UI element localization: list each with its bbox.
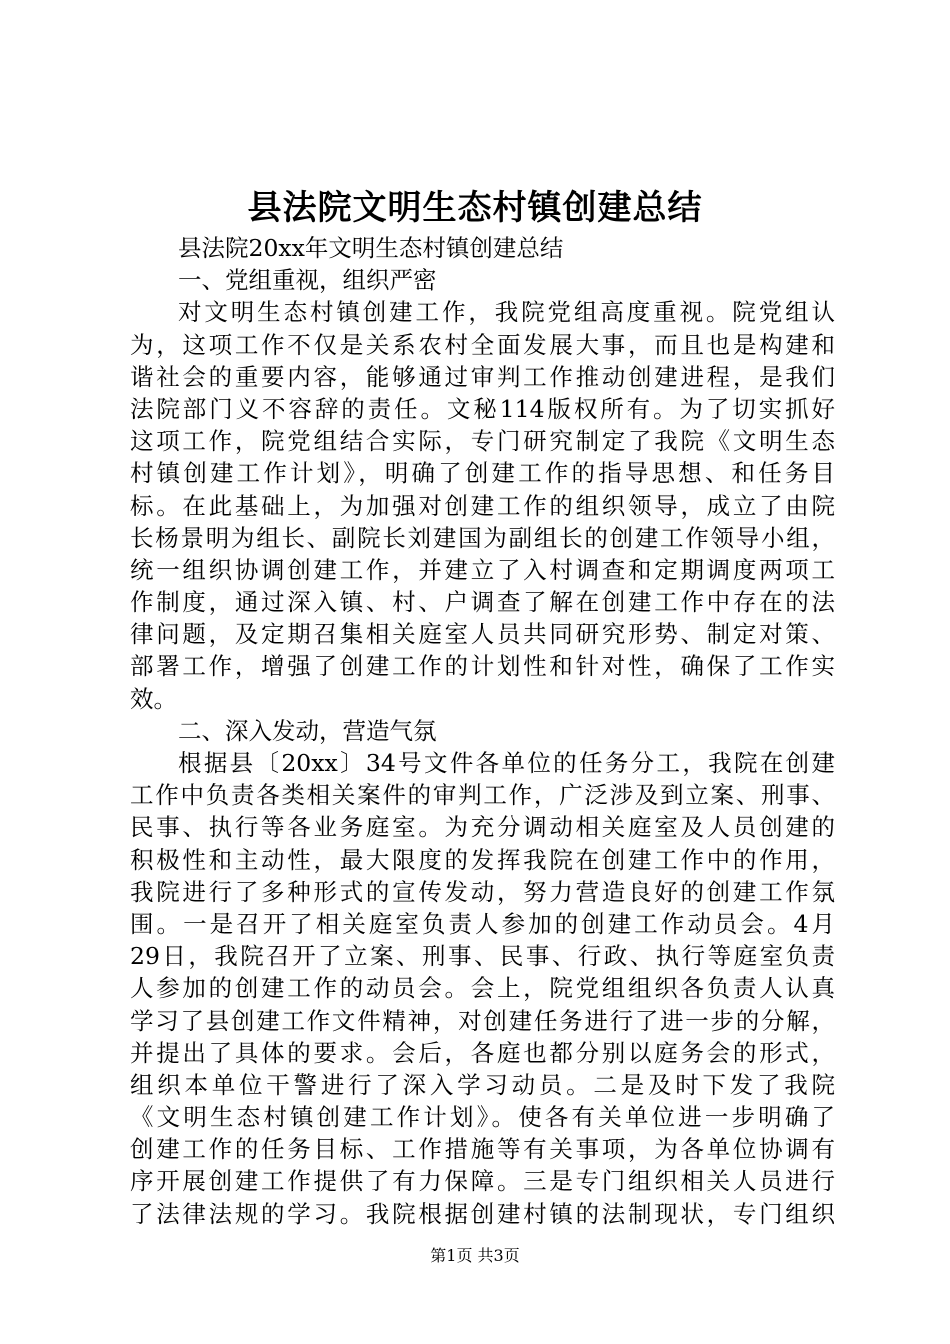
section-heading-1: 一、党组重视，组织严密	[178, 266, 437, 295]
paragraph-line: 组织本单位干警进行了深入学习动员。二是及时下发了我院	[130, 1070, 835, 1099]
paragraph-line: 法院部门义不容辞的责任。文秘114版权所有。为了切实抓好	[130, 394, 835, 423]
paragraph-line: 创建工作的任务目标、工作措施等有关事项，为各单位协调有	[130, 1135, 835, 1164]
paragraph-line: 并提出了具体的要求。会后，各庭也都分别以庭务会的形式，	[130, 1038, 835, 1067]
paragraph-line: 标。在此基础上，为加强对创建工作的组织领导，成立了由院	[130, 491, 835, 520]
subtitle-line: 县法院20xx年文明生态村镇创建总结	[178, 234, 564, 262]
paragraph-line: 我院进行了多种形式的宣传发动，努力营造良好的创建工作氛	[130, 877, 835, 906]
section-heading-2: 二、深入发动，营造气氛	[178, 716, 437, 745]
paragraph-line: 29日，我院召开了立案、刑事、民事、行政、执行等庭室负责	[130, 942, 835, 971]
paragraph-line: 了法律法规的学习。我院根据创建村镇的法制现状，专门组织	[130, 1199, 835, 1228]
paragraph-line: 效。	[130, 684, 177, 713]
paragraph-line: 部署工作，增强了创建工作的计划性和针对性，确保了工作实	[130, 652, 835, 681]
paragraph-line: 学习了县创建工作文件精神，对创建任务进行了进一步的分解，	[130, 1006, 835, 1035]
paragraph-line: 长杨景明为组长、副院长刘建国为副组长的创建工作领导小组，	[130, 523, 835, 552]
paragraph-line: 律问题，及定期召集相关庭室人员共同研究形势、制定对策、	[130, 620, 835, 649]
paragraph-line: 《文明生态村镇创建工作计划》。使各有关单位进一步明确了	[130, 1103, 835, 1132]
paragraph-line: 工作中负责各类相关案件的审判工作，广泛涉及到立案、刑事、	[130, 781, 835, 810]
paragraph-line: 村镇创建工作计划》，明确了创建工作的指导思想、和任务目	[130, 459, 835, 488]
paragraph-line: 对文明生态村镇创建工作，我院党组高度重视。院党组认	[178, 298, 835, 327]
paragraph-line: 积极性和主动性，最大限度的发挥我院在创建工作中的作用，	[130, 845, 835, 874]
paragraph-line: 人参加的创建工作的动员会。会上，院党组组织各负责人认真	[130, 974, 835, 1003]
paragraph-line: 根据县〔20xx〕34号文件各单位的任务分工，我院在创建	[178, 749, 835, 777]
paragraph-line: 谐社会的重要内容，能够通过审判工作推动创建进程，是我们	[130, 362, 835, 391]
page-number-footer: 第1页 共3页	[430, 1246, 520, 1265]
paragraph-line: 这项工作，院党组结合实际，专门研究制定了我院《文明生态	[130, 427, 835, 456]
paragraph-line: 民事、执行等各业务庭室。为充分调动相关庭室及人员创建的	[130, 813, 835, 842]
paragraph-line: 统一组织协调创建工作，并建立了入村调查和定期调度两项工	[130, 555, 835, 584]
paragraph-line: 作制度，通过深入镇、村、户调查了解在创建工作中存在的法	[130, 588, 835, 617]
paragraph-line: 围。一是召开了相关庭室负责人参加的创建工作动员会。4月	[130, 909, 835, 938]
document-body	[130, 232, 835, 1230]
document-title: 县法院文明生态村镇创建总结	[247, 188, 703, 228]
paragraph-line: 序开展创建工作提供了有力保障。三是专门组织相关人员进行	[130, 1167, 835, 1196]
paragraph-line: 为，这项工作不仅是关系农村全面发展大事，而且也是构建和	[130, 330, 835, 359]
